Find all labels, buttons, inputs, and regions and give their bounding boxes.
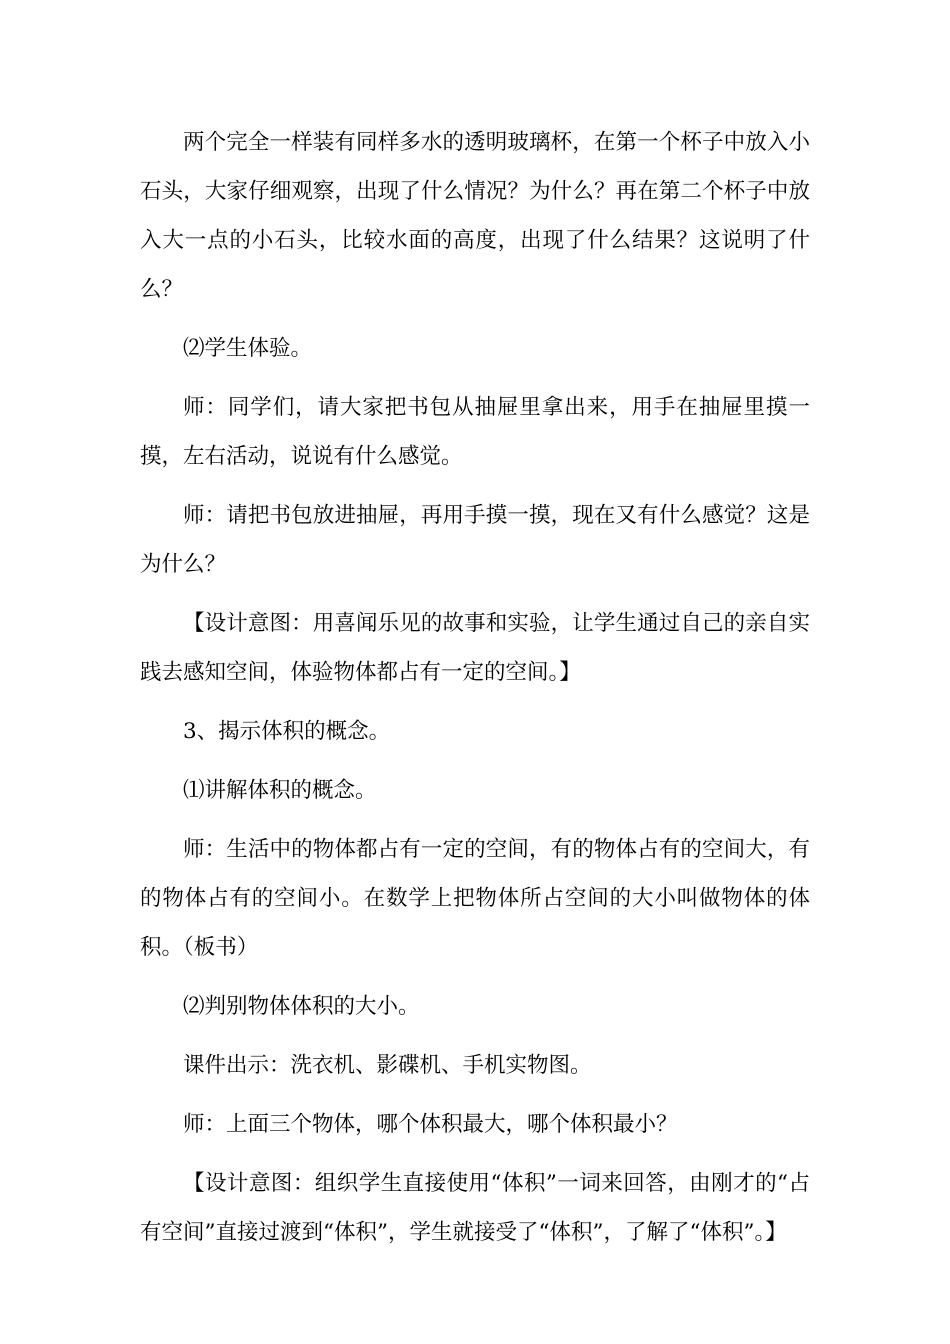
- paragraph-design-intent-2: 【设计意图：组织学生直接使用“体积”一词来回答，由刚才的“占有空间”直接过渡到“体积”，学生就接受了“体积”，了解了“体积”。】: [140, 1171, 810, 1245]
- paragraph-design-intent-1: 【设计意图：用喜闻乐见的故事和实验，让学生通过自己的亲自实践去感知空间，体验物体都占有一定的空间。】: [140, 611, 810, 685]
- document-page: [140, 118, 810, 1257]
- paragraph-teacher-bag: 师：请把书包放进抽屉，再用手摸一摸，现在又有什么感觉？这是为什么？: [140, 503, 810, 577]
- paragraph-student-experience: ⑵学生体验。: [183, 336, 313, 361]
- paragraph-explain-volume: ⑴讲解体积的概念。: [183, 778, 377, 803]
- paragraph-courseware: 课件出示：洗衣机、影碟机、手机实物图。: [183, 1053, 592, 1078]
- paragraph-judge-volume: ⑵判别物体体积的大小。: [183, 994, 420, 1019]
- paragraph-section-3: 3、揭示体积的概念。: [183, 719, 391, 744]
- paragraph-glass-experiment: 两个完全一样装有同样多水的透明玻璃杯，在第一个杯子中放入小石头，大家仔细观察，出现了什么情况？为什么？再在第二个杯子中放入大一点的小石头，比较水面的高度，出现了什么结果？这说明了什么？: [140, 130, 810, 302]
- paragraph-volume-definition: 师：生活中的物体都占有一定的空间，有的物体占有的空间大，有的物体占有的空间小。在数学上把物体所占空间的大小叫做物体的体积。（板书）: [140, 837, 810, 960]
- paragraph-teacher-drawer: 师：同学们，请大家把书包从抽屉里拿出来，用手在抽屉里摸一摸，左右活动，说说有什么感觉。: [140, 395, 810, 469]
- paragraph-question: 师：上面三个物体，哪个体积最大，哪个体积最小？: [183, 1112, 678, 1137]
